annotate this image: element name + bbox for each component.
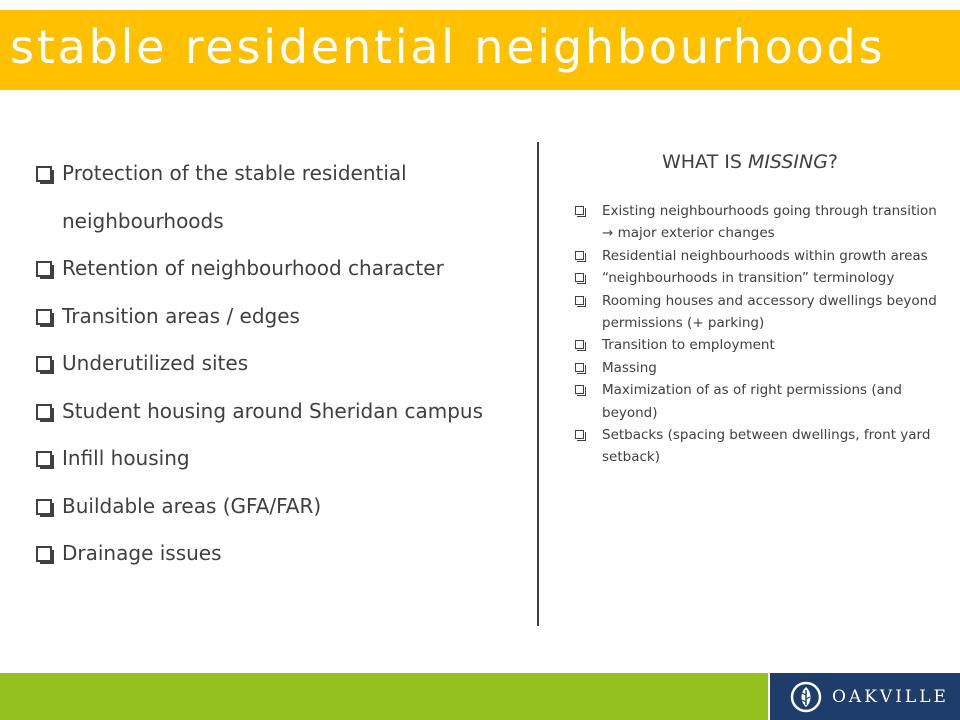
checkbox-bullet-icon [575, 296, 584, 305]
footer-logo-band [770, 673, 960, 720]
page-title: stable residential neighbourhoods [10, 20, 886, 74]
list-item-text-after: major exterior changes [617, 225, 775, 242]
checkbox-bullet-icon [575, 273, 584, 282]
list-item-text: Infill housing [62, 446, 190, 470]
list-item-text: Transition areas / edges [62, 303, 300, 328]
footer-green-band [0, 673, 768, 720]
list-item [574, 424, 944, 469]
list-item-text: Existing neighbourhoods going through transition [602, 203, 937, 219]
list-item [574, 379, 944, 424]
list-item-text: Rooming houses and accessory dwellings beyond permissions (+ parking) [602, 292, 937, 332]
title-banner [0, 10, 960, 90]
list-item [36, 245, 526, 293]
checkbox-bullet-icon [36, 309, 52, 325]
list-item-text: Maximization of as of right permissions (and beyond) [602, 382, 902, 421]
list-item-text: Protection of the stable residential [62, 161, 407, 185]
list-item-text: Buildable areas (GFA/FAR) [62, 493, 322, 518]
checkbox-bullet-icon [575, 340, 584, 349]
list-item [36, 435, 526, 483]
list-item [36, 150, 526, 245]
missing-heading [560, 151, 940, 173]
list-item [574, 290, 944, 335]
column-divider [537, 142, 539, 626]
right-arrow-icon: → [602, 225, 614, 242]
list-item-text: Drainage issues [62, 541, 222, 565]
list-item [36, 293, 526, 341]
list-item-text: Residential neighbourhoods within growth areas [602, 247, 928, 264]
list-item-text: Setbacks (spacing between dwellings, front yard setback) [602, 427, 931, 466]
list-item [574, 334, 944, 356]
list-item-text: Underutilized sites [62, 351, 249, 375]
list-item [36, 483, 526, 531]
oakville-logo-text: OAKVILLE [832, 687, 949, 707]
checkbox-bullet-icon [36, 451, 52, 467]
checkbox-bullet-icon [575, 363, 584, 372]
checkbox-bullet-icon [36, 261, 52, 277]
checkbox-bullet-icon [36, 166, 52, 182]
checkbox-bullet-icon [575, 251, 584, 260]
list-item-text: Massing [602, 359, 657, 376]
checkbox-bullet-icon [36, 546, 52, 562]
list-item [574, 200, 944, 245]
list-item-text: Transition to employment [602, 337, 775, 354]
list-item [36, 530, 526, 578]
list-item [574, 245, 944, 267]
heading-prefix: WHAT IS [661, 151, 748, 173]
list-item [574, 357, 944, 379]
checkbox-bullet-icon [36, 356, 52, 372]
key-issues-list [36, 150, 526, 578]
list-item-text: Retention of neighbourhood character [62, 256, 444, 280]
list-item-text-continued: neighbourhoods [62, 208, 224, 233]
checkbox-bullet-icon [575, 385, 584, 394]
list-item [36, 388, 526, 436]
heading-suffix: ? [827, 151, 839, 173]
missing-items-list [574, 200, 944, 469]
oakville-leaf-emblem-icon [790, 681, 822, 713]
list-item [574, 267, 944, 289]
checkbox-bullet-icon [575, 430, 584, 439]
list-item-text: Student housing around Sheridan campus [62, 398, 484, 423]
list-item [36, 340, 526, 388]
list-item-text: “neighbourhoods in transition” terminology [602, 270, 895, 287]
checkbox-bullet-icon [36, 499, 52, 515]
heading-emphasis: MISSING [747, 151, 828, 173]
checkbox-bullet-icon [36, 404, 52, 420]
checkbox-bullet-icon [575, 206, 584, 215]
